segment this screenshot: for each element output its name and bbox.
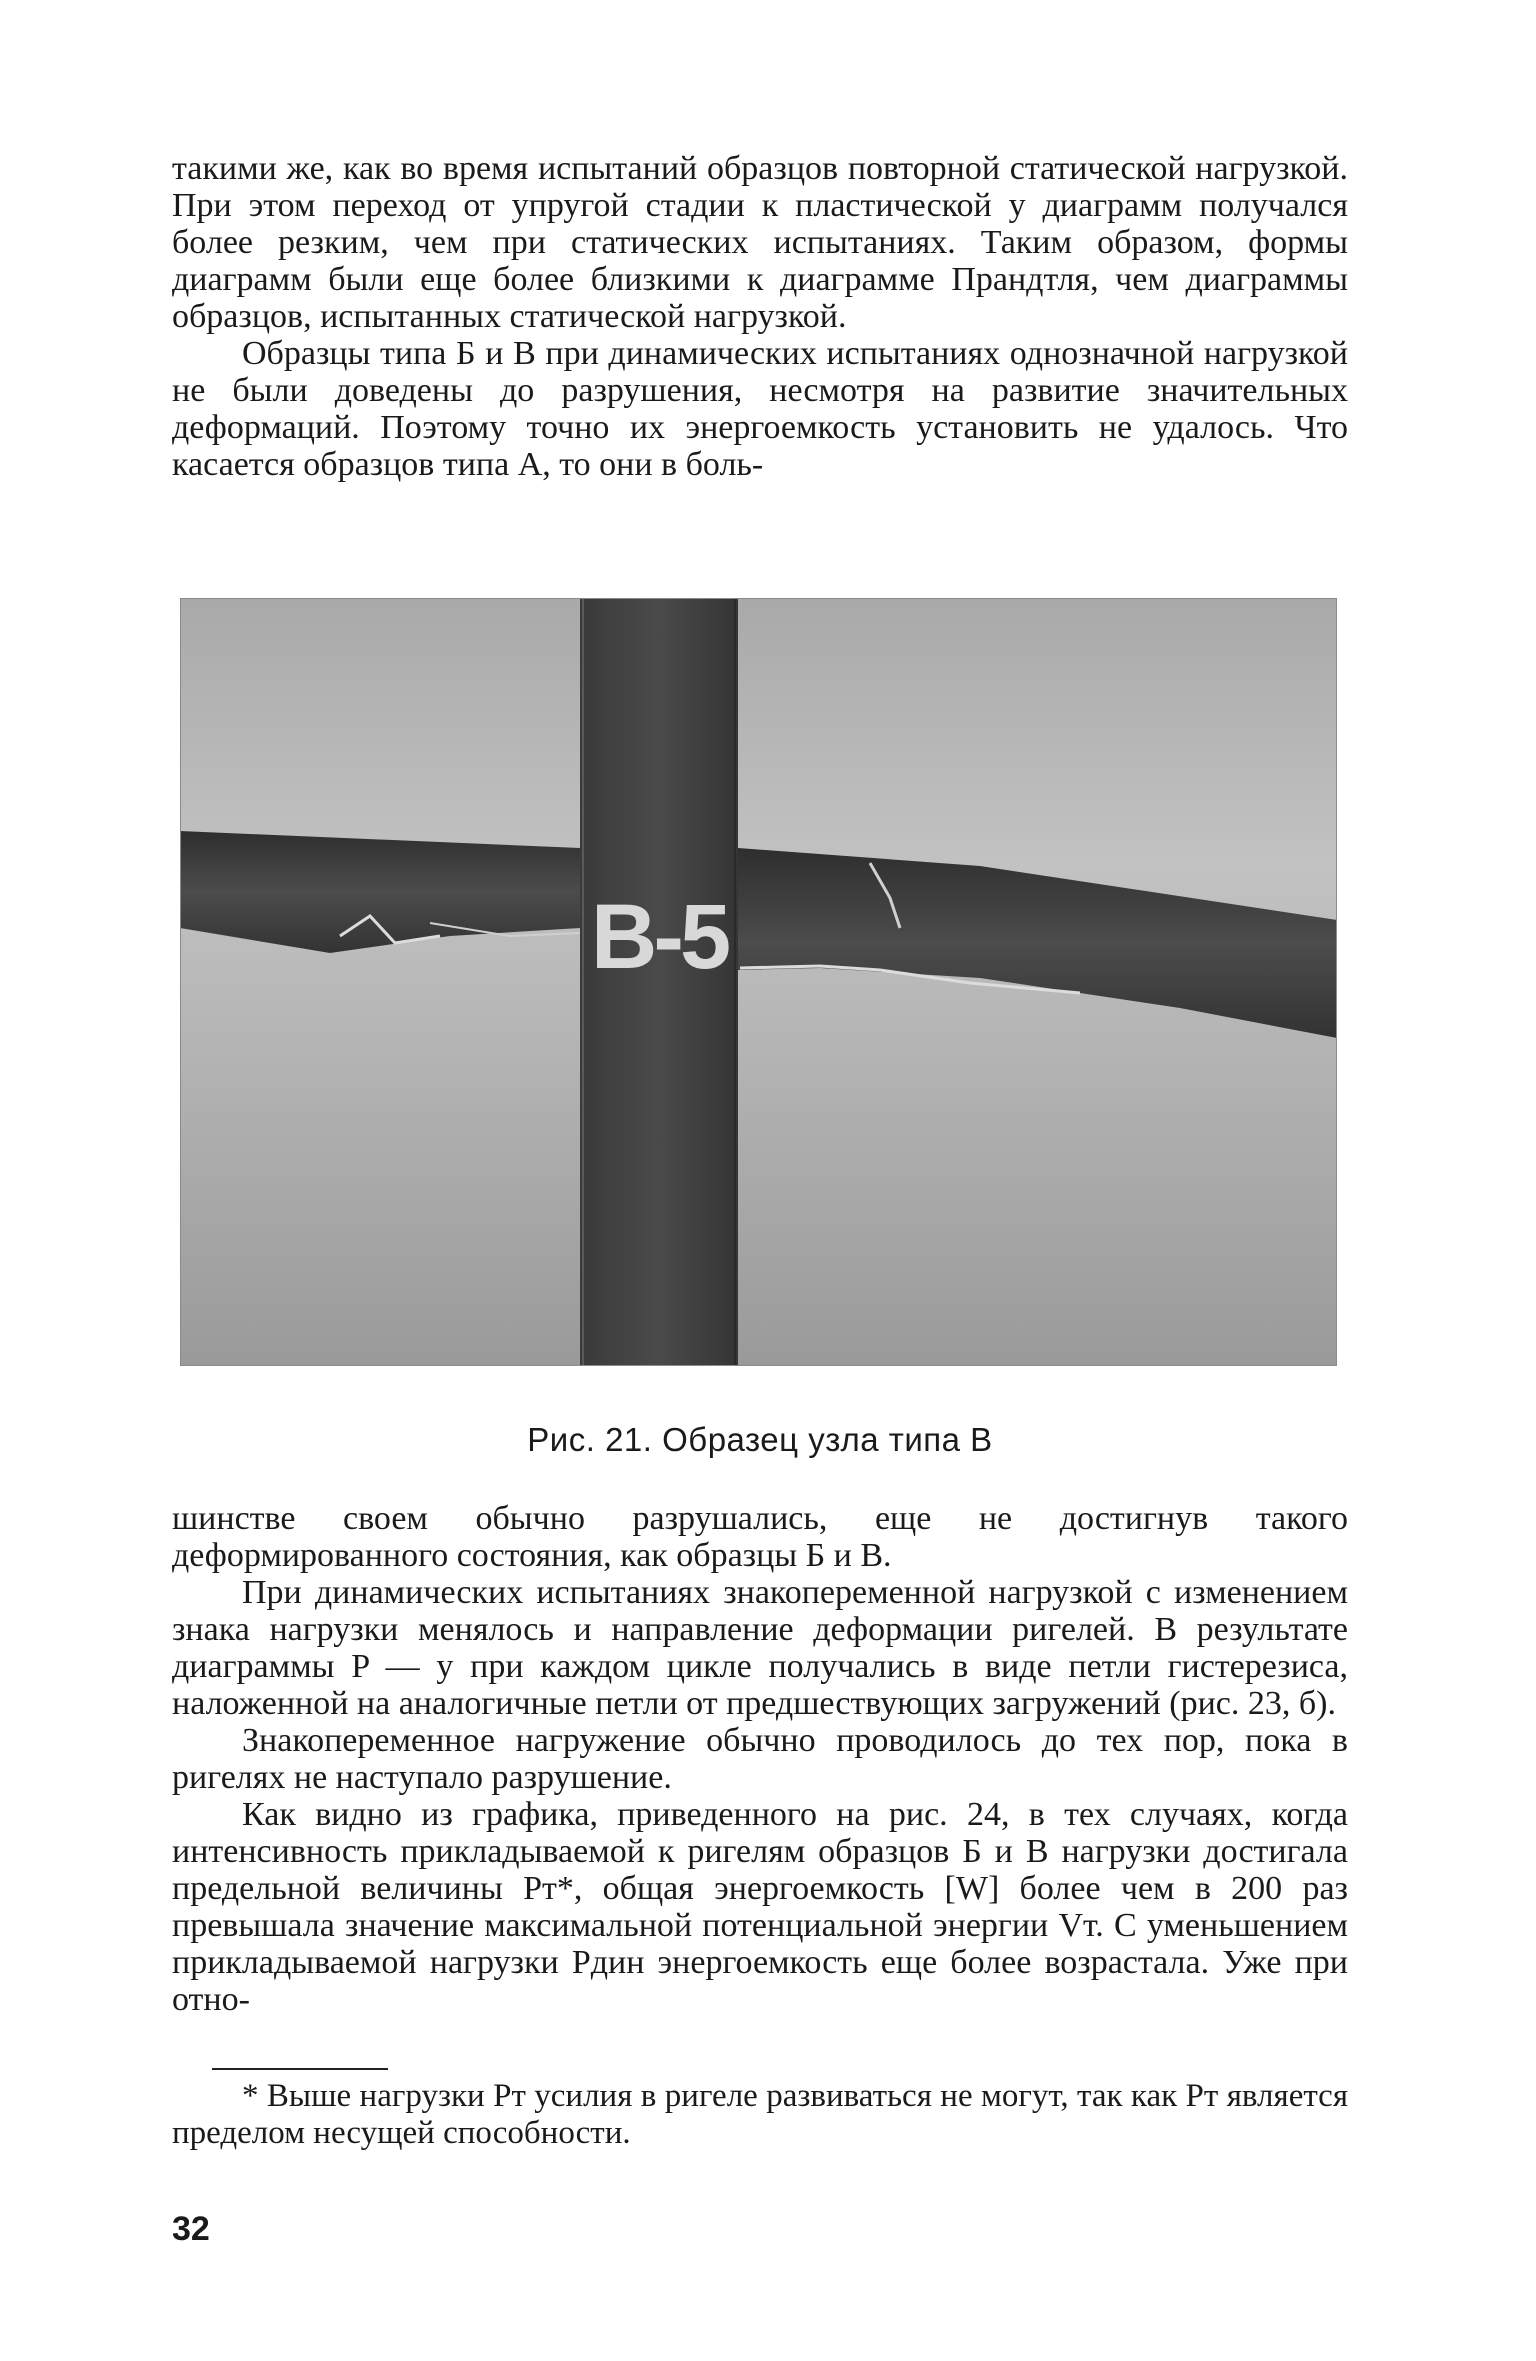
footnote bbox=[172, 2078, 1348, 2152]
paragraph: шинстве своем обычно разрушались, еще не достигнув такого деформированного состояния, как образцы Б и В. bbox=[172, 1500, 1348, 1574]
text-block-top bbox=[172, 150, 1348, 483]
page-number: 32 bbox=[172, 2210, 210, 2248]
specimen-photo bbox=[180, 598, 1337, 1366]
paragraph: Образцы типа Б и В при динамических испытаниях однозначной нагрузкой не были доведены до разрушения, несмотря на развитие значительных деформаций. Поэтому точно их энергоемкость установить не удалось. Что касается образцов типа А, то они в боль- bbox=[172, 335, 1348, 483]
text-block-bottom bbox=[172, 1500, 1348, 2018]
footnote-text: * Выше нагрузки Pт усилия в ригеле развиваться не могут, так как Pт является пределом несущей способности. bbox=[172, 2078, 1348, 2151]
paragraph: При динамических испытаниях знакопеременной нагрузкой с изменением знака нагрузки менялось и направление деформации ригелей. В результате диаграммы P — y при каждом цикле получались в виде петли гистерезиса, наложенной на аналогичные петли от предшествующих загружений (рис. 23, б). bbox=[172, 1574, 1348, 1722]
paragraph: такими же, как во время испытаний образцов повторной статической нагрузкой. При этом переход от упругой стадии к пластической у диаграмм получался более резким, чем при статических испытаниях. Таким образом, формы диаграмм были еще более близкими к диаграмме Прандтля, чем диаграммы образцов, испытанных статической нагрузкой. bbox=[172, 150, 1348, 335]
figure-caption: Рис. 21. Образец узла типа В bbox=[527, 1421, 993, 1458]
figure-photo bbox=[180, 598, 1337, 1366]
specimen-label: B-5 bbox=[590, 886, 728, 988]
paragraph: Знакопеременное нагружение обычно проводилось до тех пор, пока в ригелях не наступало разрушение. bbox=[172, 1722, 1348, 1796]
footnote-divider bbox=[212, 2068, 388, 2070]
paragraph: Как видно из графика, приведенного на рис. 24, в тех случаях, когда интенсивность прикладываемой к ригелям образцов Б и В нагрузки достигала предельной величины Pт*, общая энергоемкость [W] более чем в 200 раз превышала значение максимальной потенциальной энергии Vт. С уменьшением прикладываемой нагрузки Pдин энергоемкость еще более возрастала. Уже при отно- bbox=[172, 1796, 1348, 2018]
